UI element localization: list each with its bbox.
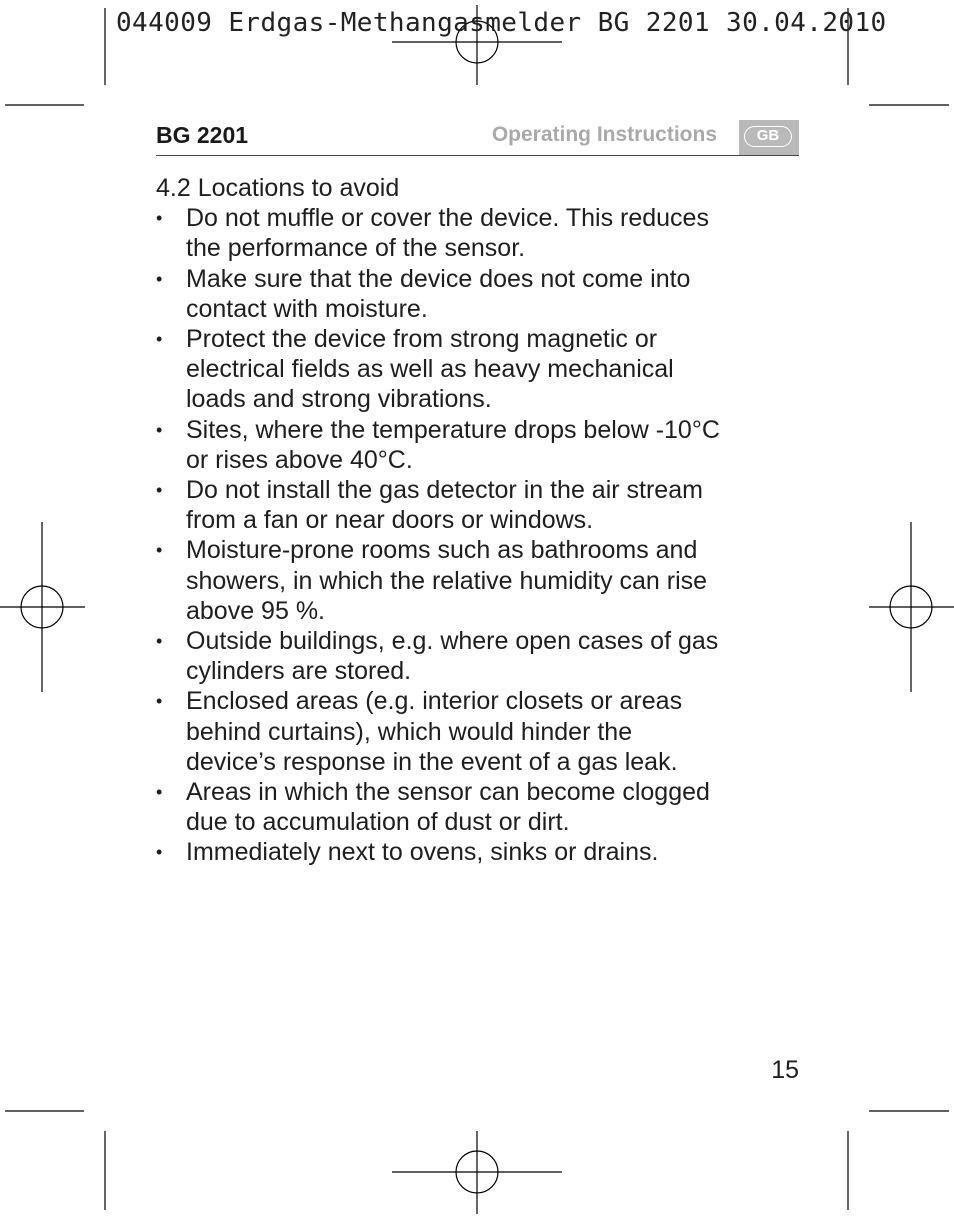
registration-mark-right xyxy=(869,522,954,692)
registration-mark-bottom xyxy=(392,1131,562,1214)
list-item-line: cylinders are stored. xyxy=(186,657,412,686)
list-item xyxy=(156,203,806,263)
section-title: 4.2 Locations to avoid xyxy=(156,174,400,202)
list-item xyxy=(156,777,806,837)
bullet-dot: • xyxy=(156,208,163,229)
list-item xyxy=(156,415,806,475)
list-item xyxy=(156,264,806,324)
list-item-line: above 95 %. xyxy=(186,596,325,625)
list-item-line: Immediately next to ovens, sinks or drains. xyxy=(186,838,659,867)
list-item-line: Outside buildings, e.g. where open cases of gas xyxy=(186,627,719,656)
list-item-line: Moisture-prone rooms such as bathrooms and xyxy=(186,536,698,565)
bullet-dot: • xyxy=(156,540,163,561)
list-item-line: Do not install the gas detector in the air stream xyxy=(186,476,703,505)
manual-title: Operating Instructions xyxy=(491,123,717,146)
bullet-list xyxy=(156,203,806,867)
page-header xyxy=(156,120,799,156)
list-item xyxy=(156,475,806,535)
list-item-line: Enclosed areas (e.g. interior closets or areas xyxy=(186,687,683,716)
list-item xyxy=(156,324,806,415)
registration-mark-left xyxy=(0,522,85,692)
model-name: BG 2201 xyxy=(156,122,249,148)
list-item-line: behind curtains), which would hinder the xyxy=(186,717,633,746)
bullet-dot: • xyxy=(156,329,163,350)
list-item xyxy=(156,535,806,626)
bullet-dot: • xyxy=(156,842,163,863)
bullet-dot: • xyxy=(156,480,163,501)
list-item xyxy=(156,837,806,867)
print-slug: 044009 Erdgas-Methangasmelder BG 2201 30.04.2010 xyxy=(116,8,887,38)
bullet-dot: • xyxy=(156,782,163,803)
page-content xyxy=(156,173,806,868)
language-badge-label: GB xyxy=(744,126,792,147)
list-item-line: Sites, where the temperature drops below -10°C xyxy=(186,415,720,444)
bullet-dot: • xyxy=(156,631,163,652)
list-item-line: loads and strong vibrations. xyxy=(186,385,492,414)
list-item-line: device’s response in the event of a gas leak. xyxy=(186,747,678,776)
list-item-line: the performance of the sensor. xyxy=(186,234,526,263)
list-item xyxy=(156,686,806,777)
list-item-line: Areas in which the sensor can become clogged xyxy=(186,778,710,807)
list-item-line: Protect the device from strong magnetic or xyxy=(186,325,658,354)
list-item-line: showers, in which the relative humidity can rise xyxy=(186,566,708,595)
list-item-line: electrical fields as well as heavy mechanical xyxy=(186,355,674,384)
list-item-line: Make sure that the device does not come into xyxy=(186,264,691,293)
language-badge xyxy=(739,120,799,155)
list-item-line: due to accumulation of dust or dirt. xyxy=(186,808,570,837)
list-item-line: from a fan or near doors or windows. xyxy=(186,506,594,535)
bullet-dot: • xyxy=(156,268,163,289)
bullet-dot: • xyxy=(156,691,163,712)
list-item xyxy=(156,626,806,686)
list-item-line: Do not muffle or cover the device. This reduces xyxy=(186,204,709,233)
bullet-dot: • xyxy=(156,419,163,440)
list-item-line: contact with moisture. xyxy=(186,294,428,323)
page-number: 15 xyxy=(771,1056,799,1084)
list-item-line: or rises above 40°C. xyxy=(186,445,413,474)
